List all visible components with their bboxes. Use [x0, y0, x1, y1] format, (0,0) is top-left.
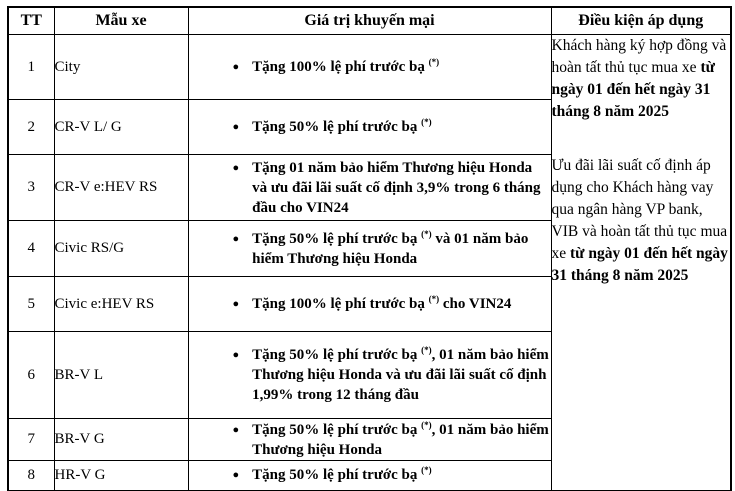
promo-cell	[188, 277, 551, 332]
bullet-icon: ●	[232, 349, 240, 361]
row-number-cell: 4	[8, 221, 54, 277]
promo-cell	[188, 332, 551, 419]
model-cell: Civic RS/G	[54, 221, 188, 277]
row-number-cell: 8	[8, 461, 54, 491]
header-tt: TT	[8, 7, 54, 35]
condition-paragraph-2: Ưu đãi lãi suất cố định áp dụng cho Khách hàng vay qua ngân hàng VP bank, VIB và hoàn tất thủ tục mua xe từ ngày 01 đến hết ngày 31 tháng 8 năm 2025	[551, 157, 728, 284]
promo-text: Tặng 01 năm bảo hiểm Thương hiệu Honda và ưu đãi lãi suất cố định 3,9% trong 6 tháng đầu cho VIN24	[252, 159, 541, 216]
header-conditions: Điều kiện áp dụng	[551, 7, 731, 35]
model-cell: HR-V G	[54, 461, 188, 491]
promo-text: Tặng 50% lệ phí trước bạ (*)	[252, 465, 432, 484]
row-number-cell: 3	[8, 155, 54, 221]
row-number-cell: 1	[8, 35, 54, 100]
row-number-cell: 2	[8, 100, 54, 155]
promo-text: Tặng 50% lệ phí trước bạ (*), 01 năm bảo hiểm Thương hiệu Honda	[252, 419, 549, 458]
bullet-icon: ●	[232, 161, 240, 174]
promo-cell	[188, 221, 551, 277]
bullet-icon: ●	[232, 121, 240, 133]
promo-text: Tặng 100% lệ phí trước bạ (*) cho VIN24	[252, 294, 512, 312]
model-cell: CR-V L/ G	[54, 100, 188, 155]
promo-cell	[188, 461, 551, 491]
model-cell: CR-V e:HEV RS	[54, 155, 188, 221]
promo-text: Tặng 50% lệ phí trước bạ (*) và 01 năm bảo hiểm Thương hiệu Honda	[252, 228, 529, 267]
promo-cell	[188, 100, 551, 155]
condition-paragraph-1: Khách hàng ký hợp đồng và hoàn tất thủ tục mua xe từ ngày 01 đến hết ngày 31 tháng 8 năm 2025	[551, 37, 727, 120]
bullet-icon: ●	[232, 232, 240, 245]
row-number-cell: 6	[8, 332, 54, 419]
promo-text: Tặng 50% lệ phí trước bạ (*), 01 năm bảo hiểm Thương hiệu Honda và ưu đãi lãi suất cố định 1,99% trong 12 tháng đầu	[252, 345, 549, 403]
table-row	[8, 35, 731, 100]
promotions-table	[7, 6, 732, 491]
bullet-icon: ●	[232, 298, 240, 310]
row-number-cell: 5	[8, 277, 54, 332]
row-number-cell: 7	[8, 419, 54, 461]
model-cell: Civic e:HEV RS	[54, 277, 188, 332]
model-cell: BR-V L	[54, 332, 188, 419]
model-cell: BR-V G	[54, 419, 188, 461]
promo-text: Tặng 50% lệ phí trước bạ (*)	[252, 117, 432, 135]
header-model: Mẫu xe	[54, 7, 188, 35]
promo-cell	[188, 35, 551, 100]
promo-text: Tặng 100% lệ phí trước bạ (*)	[252, 57, 440, 75]
bullet-icon: ●	[232, 61, 240, 73]
bullet-icon: ●	[232, 423, 240, 436]
bullet-icon: ●	[232, 469, 240, 482]
header-row	[8, 7, 731, 35]
conditions-cell	[551, 35, 731, 491]
model-cell: City	[54, 35, 188, 100]
header-promo-value: Giá trị khuyến mại	[188, 7, 551, 35]
promo-cell	[188, 419, 551, 461]
promo-cell	[188, 155, 551, 221]
